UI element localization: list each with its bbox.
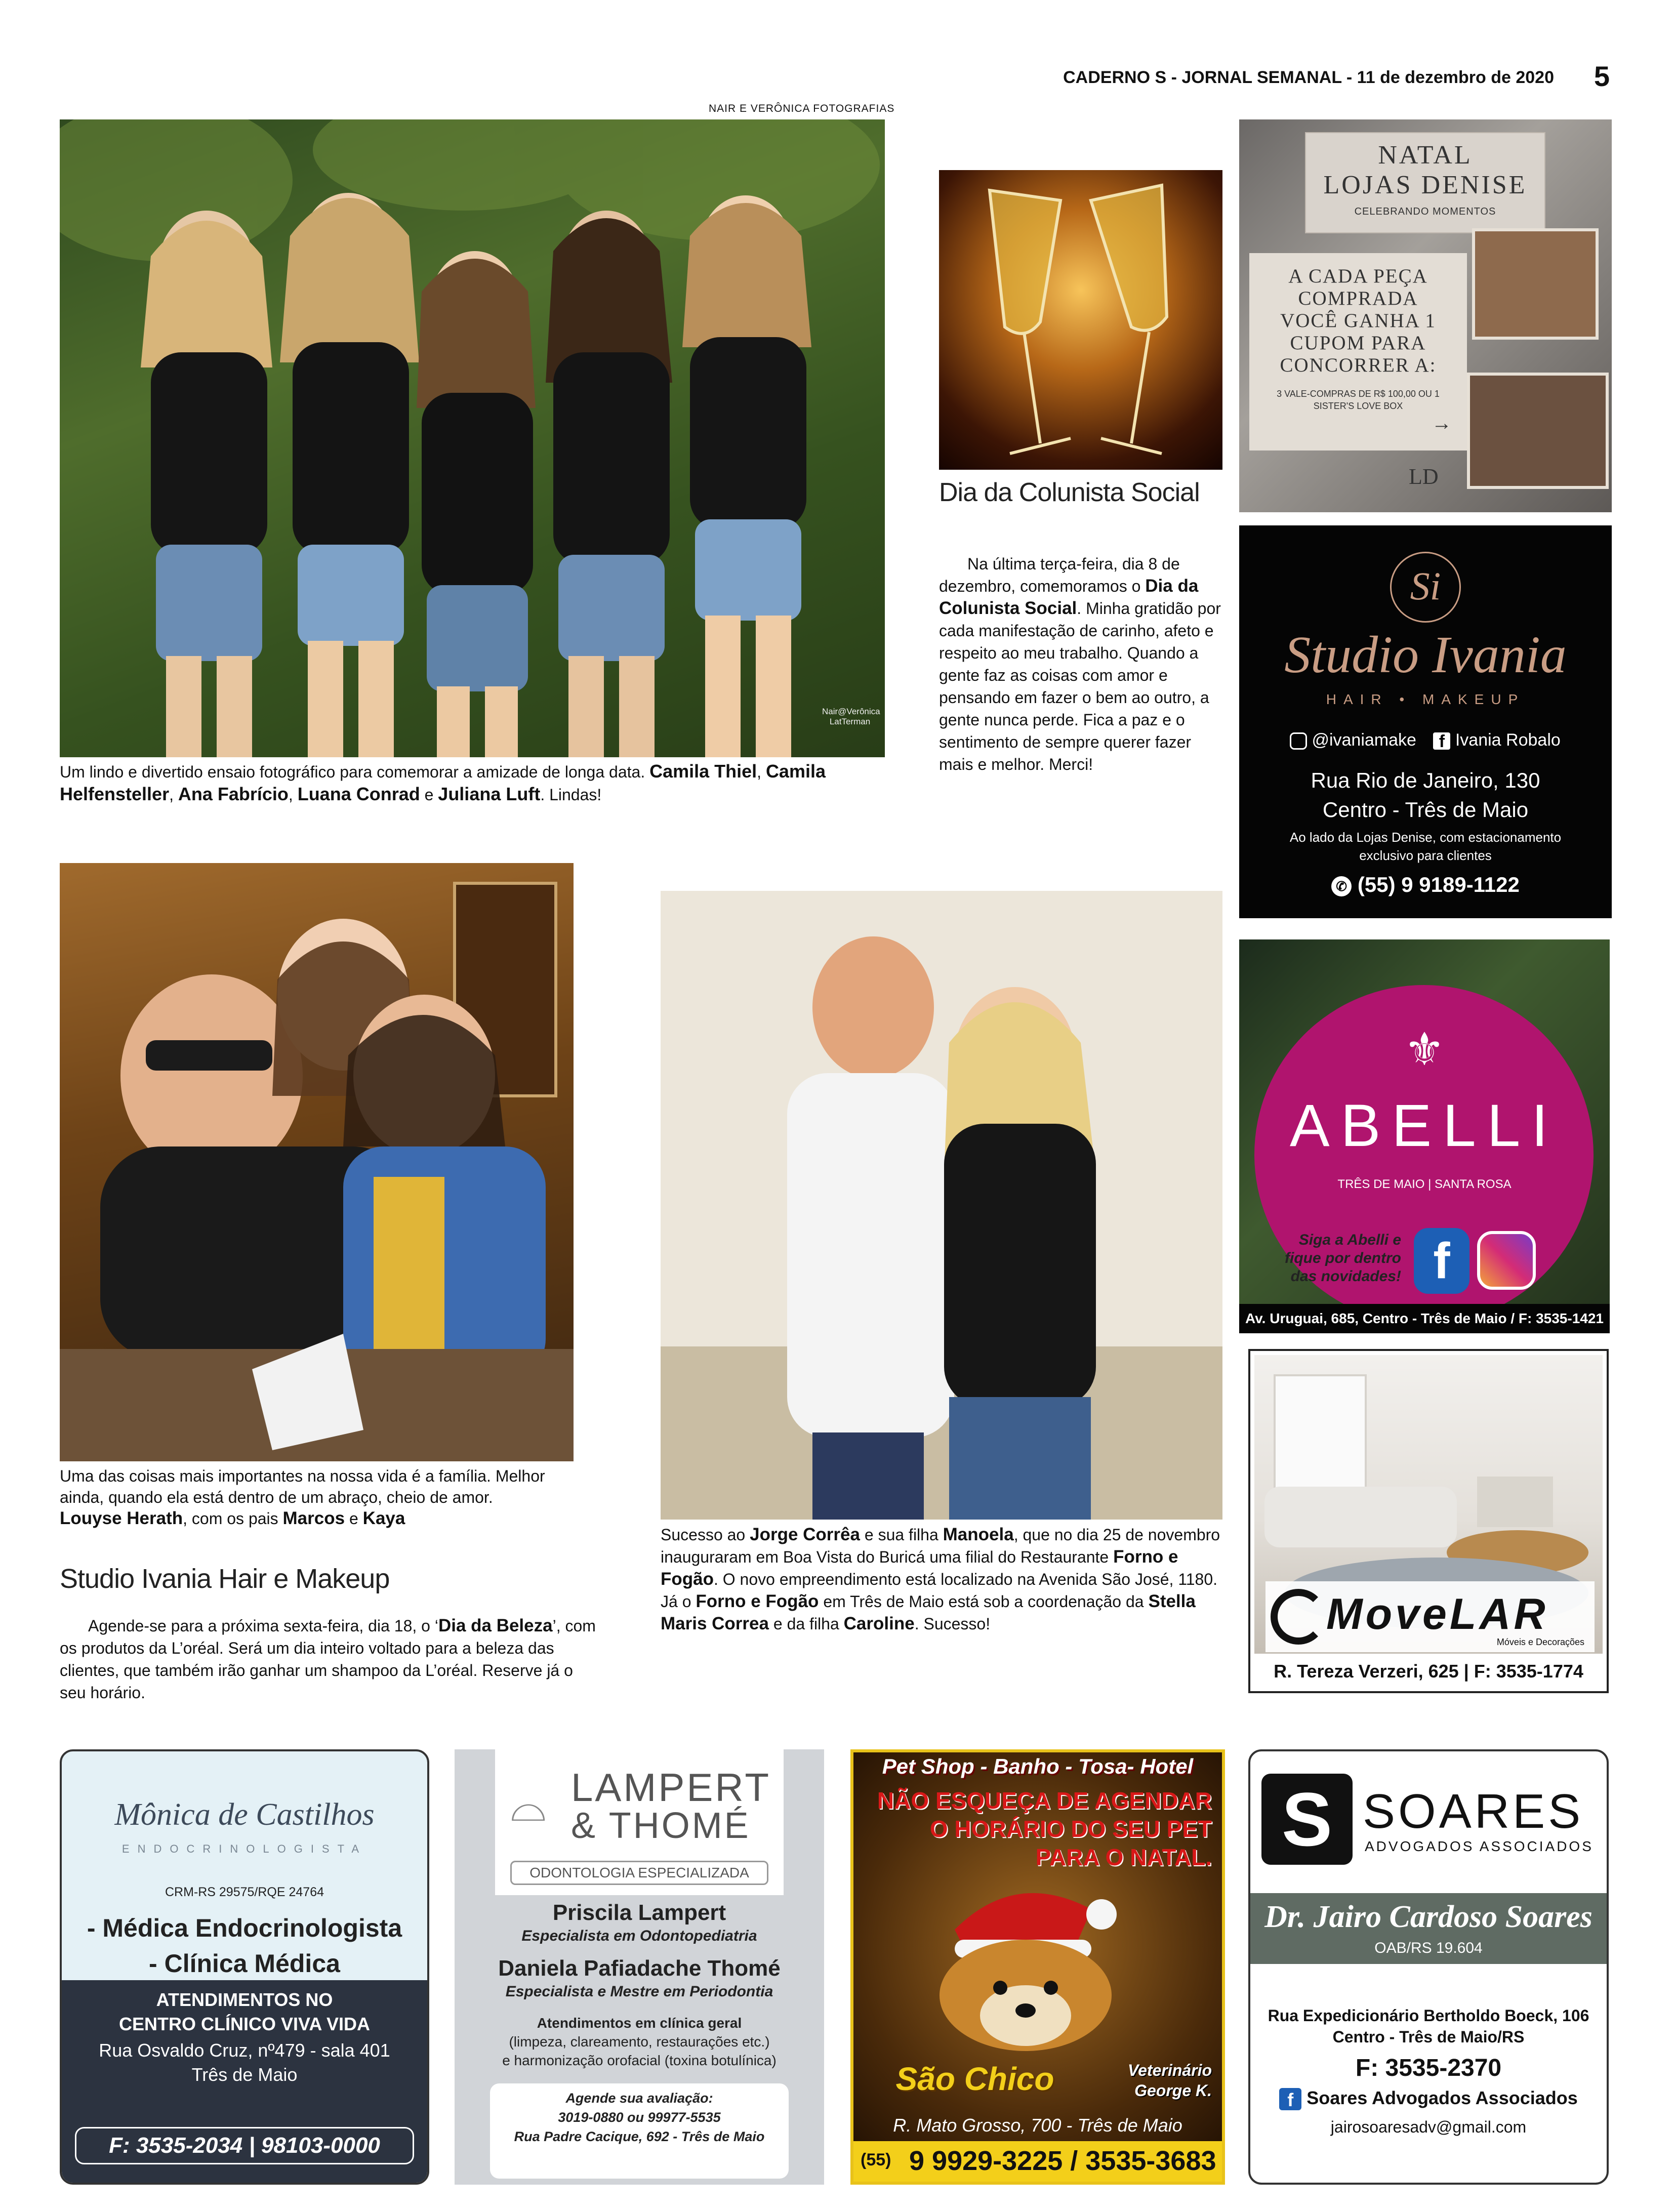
soares-brand: SOARES — [1363, 1784, 1584, 1838]
monica-info-panel — [62, 1980, 427, 2183]
monica-addr2: Três de Maio — [191, 2064, 298, 2085]
facebook-icon: f — [1433, 732, 1450, 750]
ivania-brand: Studio Ivania — [1284, 626, 1567, 684]
caption-name: Manoela — [943, 1525, 1014, 1544]
lampert-a3: e harmonização orofacial (toxina botulínica) — [502, 2053, 777, 2068]
petshop-l3: PARA O NATAL. — [1035, 1844, 1212, 1870]
champagne-photo — [939, 170, 1222, 470]
ad-movelar[interactable] — [1248, 1349, 1609, 1693]
studio-section-title: Studio Ivania Hair e Makeup — [60, 1564, 390, 1594]
ivania-facebook[interactable]: Ivania Robalo — [1455, 730, 1561, 750]
petshop-brand: São Chico — [895, 2061, 1054, 2097]
forno-t5: em Três de Maio está sob a coordenação da — [819, 1592, 1149, 1611]
forno-t7: . Sucesso! — [914, 1615, 991, 1633]
ivania-social — [1290, 730, 1594, 750]
forno-t4: . O novo empreendimento está localizado na Avenida São José, 1180. Já o — [661, 1570, 1218, 1611]
monica-line1: - Médica Endocrinologista — [87, 1914, 402, 1942]
colunista-text — [939, 553, 1222, 775]
ad-lojas-denise[interactable] — [1239, 119, 1612, 512]
caption-sep: e — [345, 1509, 363, 1528]
soares-email[interactable]: jairosoaresadv@gmail.com — [1330, 2118, 1527, 2136]
soares-fb-row — [1250, 2087, 1607, 2110]
arrow-icon: → — [1432, 412, 1452, 434]
lampert-c3: Rua Padre Cacique, 692 - Três de Maio — [514, 2129, 765, 2144]
lampert-d2s: Especialista e Mestre em Periodontia — [505, 1983, 773, 2000]
denise-title-box — [1305, 132, 1545, 233]
ivania-instagram[interactable]: @ivaniamake — [1312, 730, 1416, 750]
family-photo — [60, 863, 574, 1461]
forno-fogao-caption — [661, 1524, 1222, 1635]
page-number: 5 — [1594, 60, 1610, 92]
monica-specialty: ENDOCRINOLOGISTA — [121, 1842, 368, 1855]
lampert-c2[interactable]: 3019-0880 ou 99977-5535 — [558, 2110, 721, 2125]
ad-abelli[interactable] — [1239, 939, 1610, 1333]
soares-phone[interactable]: F: 3535-2370 — [1355, 2055, 1502, 2081]
monica-crm: CRM-RS 29575/RQE 24764 — [165, 1885, 324, 1899]
facebook-icon: f — [1279, 2088, 1301, 2110]
caption-name: Camila Thiel — [649, 761, 757, 782]
photo-credit: NAIR E VERÔNICA FOTOGRAFIAS — [709, 103, 895, 114]
movelar-logo-panel — [1265, 1581, 1595, 1652]
ad-petshop-sao-chico[interactable] — [850, 1749, 1225, 2185]
petshop-top: Pet Shop - Banho - Tosa- Hotel — [882, 1754, 1194, 1778]
ad-studio-ivania[interactable] — [1239, 525, 1612, 918]
petshop-vet2: George K. — [1134, 2081, 1212, 2100]
soares-oab: OAB/RS 19.604 — [1374, 1940, 1483, 1956]
dog-with-santa-hat-illustration — [924, 1879, 1147, 2051]
ivania-phone[interactable]: (55) 9 9189-1122 — [1357, 873, 1520, 896]
soares-name: Dr. Jairo Cardoso Soares — [1264, 1900, 1593, 1934]
tooth-icon: ⌓ — [510, 1780, 547, 1831]
forno-fogao-photo — [661, 891, 1222, 1520]
soares-addr2: Centro - Três de Maio/RS — [1332, 2028, 1525, 2046]
lampert-d2: Daniela Pafiadache Thomé — [498, 1956, 781, 1981]
caption-sep: , com os pais — [183, 1509, 283, 1528]
soares-facebook[interactable]: Soares Advogados Associados — [1306, 2087, 1578, 2108]
lampert-d1s: Especialista em Odontopediatria — [521, 1928, 757, 1944]
soares-logo-letter: S — [1281, 1777, 1333, 1862]
ad-lampert-thome[interactable] — [455, 1749, 824, 2185]
monica-atend1: ATENDIMENTOS NO — [156, 1989, 333, 2010]
monica-atend2: CENTRO CLÍNICO VIVA VIDA — [118, 2014, 371, 2034]
abelli-brand: ABELLI — [1289, 1092, 1560, 1159]
friends-illustration — [60, 119, 885, 757]
caption-name: Caroline — [843, 1614, 915, 1633]
caption-sep: , — [288, 786, 298, 804]
colunista-p2: . Minha gratidão por cada manifestação de carinho, afeto e respeito ao meu trabalho. Quando a gente faz as coisas com amor e pensando em fazer o bem ao outro, a gente nunca perde. Fica a paz e o sentimento de sempre querer fazer mais e melhor. Merci! — [939, 599, 1221, 773]
studio-p1: Agende-se para a próxima sexta-feira, dia 18, o ‘ — [88, 1617, 438, 1635]
petshop-l1: NÃO ESQUEÇA DE AGENDAR — [877, 1787, 1212, 1814]
friends-photo — [60, 119, 885, 757]
petshop-phone-row — [853, 2141, 1222, 2182]
petshop-vet1: Veterinário — [1128, 2061, 1212, 2079]
instagram-icon — [1290, 732, 1307, 750]
photo-watermark: Nair@Verônica LatTerman — [822, 707, 880, 726]
studio-p2: ’, com os produtos da L’oréal. Será um dia inteiro voltado para a beleza das clientes, que também irão ganhar um shampoo da L’oréal. Reserve já o seu horário. — [60, 1617, 596, 1702]
forno-t3: , que no dia 25 de novembro inauguraram em Boa Vista do Buricá uma filial do Restaurante — [661, 1526, 1220, 1566]
denise-subtitle: CELEBRANDO MOMENTOS — [1354, 206, 1496, 217]
ad-soares-advogados[interactable] — [1248, 1749, 1609, 2185]
forno-t1: Sucesso ao — [661, 1526, 750, 1544]
petshop-phone[interactable]: 9 9929-3225 / 3535-3683 — [909, 2146, 1216, 2176]
denise-gift-box — [1472, 228, 1599, 340]
instagram-icon[interactable] — [1477, 1231, 1536, 1290]
ivania-address1: Rua Rio de Janeiro, 130 — [1311, 768, 1540, 792]
monica-phone[interactable]: F: 3535-2034 | 98103-0000 — [75, 2127, 414, 2164]
monica-addr1: Rua Osvaldo Cruz, nº479 - sala 401 — [99, 2040, 390, 2061]
whatsapp-icon: ✆ — [1331, 876, 1352, 896]
abelli-cities: TRÊS DE MAIO | SANTA ROSA — [1337, 1177, 1512, 1191]
caption-name: Louyse Herath — [60, 1508, 183, 1528]
caption-name: Jorge Corrêa — [750, 1525, 860, 1544]
colunista-bold: Dia da Colunista Social — [939, 576, 1199, 618]
studio-bold: Dia da Beleza — [438, 1616, 553, 1635]
caption-name: Kaya — [362, 1508, 405, 1528]
denise-title1: NATAL — [1378, 141, 1473, 170]
ivania-phone-row — [1239, 873, 1612, 897]
champagne-glasses-illustration — [939, 170, 1222, 470]
denise-gift-box-2 — [1467, 373, 1609, 489]
caption-text: Um lindo e divertido ensaio fotográfico para comemorar a amizade de longa data. — [60, 763, 650, 781]
caption-name: Marcos — [282, 1508, 345, 1528]
caption-name: Forno e Fogão — [661, 1547, 1178, 1589]
caption-name: Luana Conrad — [297, 784, 420, 804]
caption-sep: , — [757, 763, 766, 781]
caption-sep: , — [169, 786, 178, 804]
facebook-icon[interactable]: f — [1414, 1228, 1469, 1294]
denise-title2: LOJAS DENISE — [1323, 171, 1527, 199]
lampert-contact-box — [490, 2083, 789, 2179]
caption-name: Ana Fabrício — [178, 784, 289, 804]
lampert-brand1: LAMPERT — [571, 1765, 771, 1810]
page-header — [1012, 60, 1610, 95]
forno-t2: e sua filha — [860, 1526, 943, 1544]
friends-caption — [60, 760, 890, 806]
caption-name: Camila Helfensteller — [60, 761, 826, 804]
lampert-a2: (limpeza, clareamento, restaurações etc.) — [509, 2034, 770, 2050]
chef-and-daughter-illustration — [661, 891, 1222, 1520]
colunista-title: Dia da Colunista Social — [939, 478, 1200, 507]
colunista-p1: Na última terça-feira, dia 8 de dezembro, comemoramos o — [939, 555, 1180, 595]
family-caption — [60, 1465, 574, 1529]
denise-logo: LD — [1409, 464, 1439, 489]
petshop-l2: O HORÁRIO DO SEU PET — [929, 1816, 1212, 1842]
lampert-brand2: & THOMÉ — [571, 1806, 751, 1846]
fleur-de-lis-icon: ⚜ — [1404, 1025, 1445, 1075]
ivania-monogram — [1390, 552, 1461, 623]
lampert-sub: ODONTOLOGIA ESPECIALIZADA — [510, 1861, 768, 1885]
monica-line2: - Clínica Médica — [149, 1949, 340, 1978]
lampert-a1: Atendimentos em clínica geral — [537, 2015, 742, 2031]
caption-name: Stella Maris Correa — [661, 1591, 1196, 1633]
denise-offer: A CADA PEÇA COMPRADA VOCÊ GANHA 1 CUPOM PARA CONCORRER A: — [1280, 265, 1437, 376]
ivania-address2: Centro - Três de Maio — [1322, 798, 1529, 822]
movelar-tagline: Móveis e Decorações — [1496, 1637, 1584, 1647]
petshop-addr: R. Mato Grosso, 700 - Três de Maio — [893, 2115, 1182, 2136]
abelli-footer: Av. Uruguai, 685, Centro - Três de Maio / F: 3535-1421 — [1239, 1304, 1610, 1333]
soares-sub: ADVOGADOS ASSOCIADOS — [1365, 1838, 1594, 1854]
monogram-text: Si — [1410, 564, 1441, 608]
family-caption-text: Uma das coisas mais importantes na nossa vida é a família. Melhor ainda, quando ela está dentro de um abraço, cheio de amor. — [60, 1467, 545, 1506]
caption-text: . Lindas! — [540, 786, 602, 804]
movelar-swirl-icon — [1271, 1589, 1326, 1645]
monica-name: Mônica de Castilhos — [114, 1797, 375, 1832]
ad-monica-castilhos[interactable] — [60, 1749, 429, 2185]
ivania-tagline: HAIR • MAKEUP — [1326, 691, 1525, 707]
family-illustration — [60, 863, 574, 1461]
ivania-note: Ao lado da Lojas Denise, com estacionamento exclusivo para clientes — [1289, 830, 1562, 863]
forno-t6: e da filha — [768, 1615, 844, 1633]
caption-name: Forno e Fogão — [696, 1591, 819, 1611]
caption-name: Juliana Luft — [438, 784, 541, 804]
soares-addr1: Rua Expedicionário Bertholdo Boeck, 106 — [1268, 2006, 1589, 2025]
lampert-logo-box — [495, 1749, 784, 1895]
header-title: CADERNO S - JORNAL SEMANAL - 11 de dezembro de 2020 — [1063, 68, 1554, 87]
soares-logo-icon — [1261, 1774, 1353, 1865]
movelar-brand: MoveLAR — [1326, 1590, 1548, 1638]
lampert-d1: Priscila Lampert — [552, 1900, 726, 1925]
denise-prize: 3 VALE-COMPRAS DE R$ 100,00 OU 1 SISTER'S LOVE BOX — [1277, 389, 1440, 411]
petshop-ddd: (55) — [861, 2150, 891, 2169]
studio-section-text — [60, 1615, 596, 1704]
movelar-address: R. Tereza Verzeri, 625 | F: 3535-1774 — [1274, 1661, 1583, 1682]
lampert-c1: Agende sua avaliação: — [565, 2091, 713, 2106]
abelli-follow: Siga a Abelli e fique por dentro das novidades! — [1285, 1232, 1401, 1285]
caption-sep: e — [420, 786, 438, 804]
soares-name-panel — [1250, 1893, 1607, 1964]
